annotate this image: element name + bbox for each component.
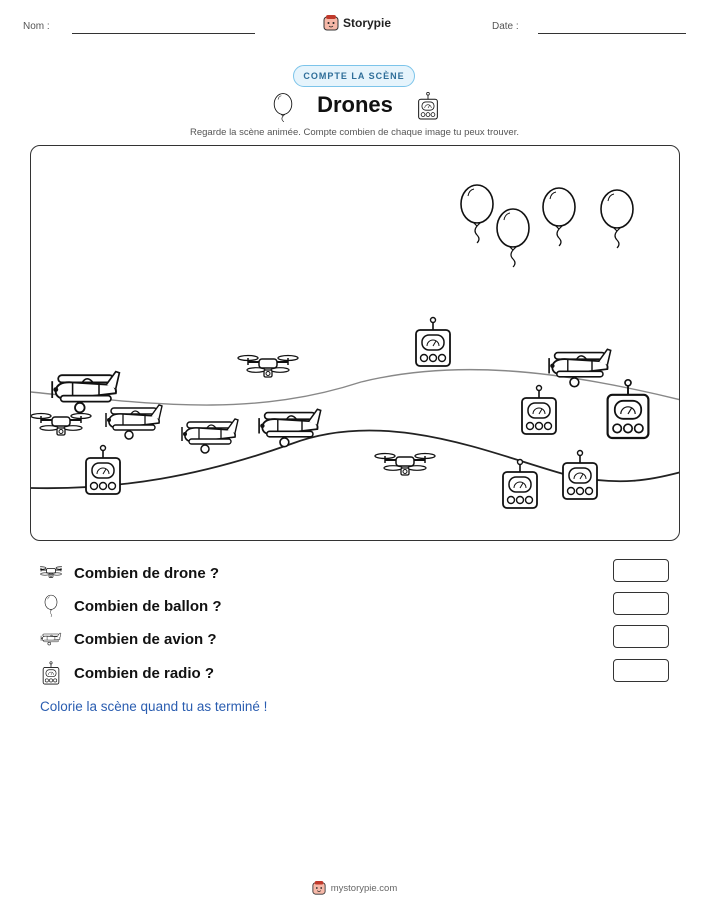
balloon-icon: [40, 594, 62, 618]
radio-icon: [415, 92, 441, 124]
balloon-icon: [271, 92, 295, 122]
balloon-1: [461, 185, 493, 243]
balloon-2: [497, 209, 529, 267]
question-balloon: [40, 594, 222, 618]
balloon-4: [601, 190, 633, 248]
footer: [0, 880, 709, 896]
question-airplane: [40, 627, 217, 651]
drone-1: [238, 356, 298, 378]
radio-6: [563, 451, 597, 500]
storypie-logo-icon: [323, 14, 339, 32]
radio-icon: [40, 661, 62, 685]
radio-1: [86, 446, 120, 495]
question-drone: [40, 561, 219, 585]
name-line[interactable]: [72, 33, 255, 34]
question-text: Combien de ballon ?: [74, 597, 222, 615]
question-text: Combien de avion ?: [74, 630, 217, 648]
answer-box-drone[interactable]: [613, 559, 669, 582]
plane-5: [549, 349, 611, 386]
section-badge: COMPTE LA SCÈNE: [293, 65, 415, 87]
plane-1: [52, 372, 119, 413]
date-line[interactable]: [538, 33, 686, 34]
date-label: Date :: [492, 21, 519, 32]
subtitle: Regarde la scène animée. Compte combien de chaque image tu peux trouver.: [189, 127, 519, 138]
coloring-instruction: Colorie la scène quand tu as terminé !: [40, 699, 268, 714]
radio-2: [416, 318, 450, 367]
question-text: Combien de radio ?: [74, 664, 215, 682]
radio-5: [503, 460, 537, 509]
plane-4: [259, 409, 321, 446]
drone-3: [375, 454, 435, 476]
drone-2: [31, 414, 91, 436]
answer-box-airplane[interactable]: [613, 625, 669, 648]
footer-url[interactable]: mystorypie.com: [330, 882, 398, 894]
plane-2: [106, 405, 162, 439]
radio-4: [608, 380, 649, 438]
page-title: Drones: [317, 92, 393, 117]
answer-box-radio[interactable]: [613, 659, 669, 682]
name-label: Nom :: [23, 21, 50, 32]
plane-3: [182, 419, 238, 453]
drone-icon: [40, 563, 62, 583]
balloon-3: [543, 188, 575, 246]
answer-box-balloon[interactable]: [613, 592, 669, 615]
radio-3: [522, 386, 556, 435]
brand-logo: [323, 14, 391, 32]
scene-illustration: [31, 146, 680, 541]
question-text: Combien de drone ?: [74, 564, 220, 582]
scene-frame: [30, 145, 680, 541]
brand-name: Storypie: [343, 16, 392, 30]
airplane-icon: [40, 629, 62, 649]
question-radio: [40, 661, 214, 685]
storypie-logo-icon: [312, 880, 326, 896]
